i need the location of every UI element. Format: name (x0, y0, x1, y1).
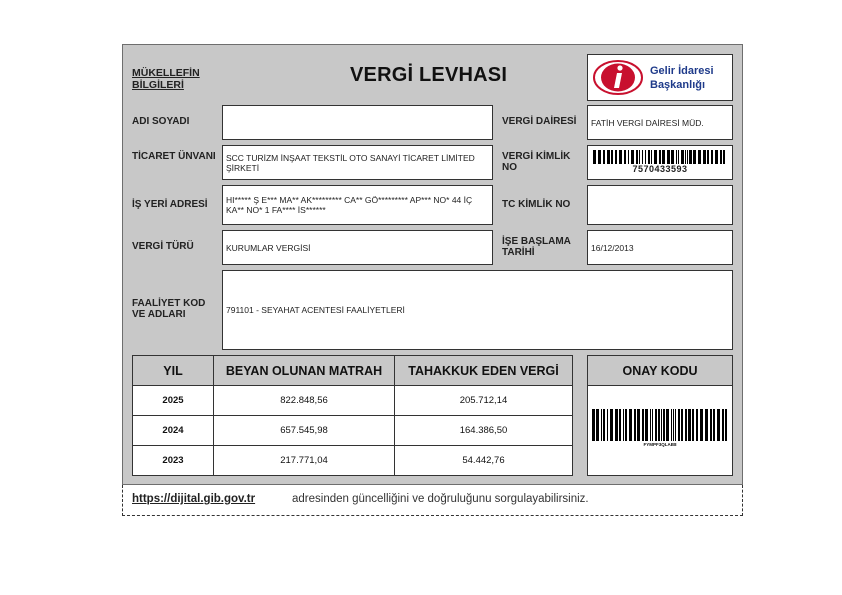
barcode-bar (598, 150, 601, 164)
vergi-cell: 164.386,50 (395, 416, 573, 446)
barcode-bar (625, 409, 627, 441)
ticaret-unvani-value: SCC TURİZM İNŞAAT TEKSTİL OTO SANAYİ TİCARET LİMİTED ŞİRKETİ (222, 145, 493, 180)
barcode-bar (628, 150, 629, 164)
barcode-bar (725, 409, 727, 441)
barcode-bar (637, 409, 640, 441)
barcode-bar (671, 150, 674, 164)
barcode-bar (636, 150, 638, 164)
barcode-bar (596, 409, 599, 441)
table-row (133, 386, 573, 416)
barcode-bar (723, 150, 725, 164)
barcode-bar (654, 150, 657, 164)
barcode-bar (678, 409, 680, 441)
barcode-bar (603, 150, 605, 164)
barcode-bar (666, 409, 669, 441)
vergi-dairesi-value: FATİH VERGİ DAİRESİ MÜD. (587, 105, 733, 140)
barcode-bar (685, 409, 687, 441)
vergi-dairesi-label: VERGİ DAİRESİ (502, 116, 577, 127)
tc-kimlik-no-label: TC KİMLİK NO (502, 199, 571, 210)
matrah-cell: 217.771,04 (214, 446, 395, 476)
barcode-bar (675, 409, 676, 441)
faaliyet-label: FAALİYET KOD VE ADLARI (132, 298, 206, 320)
vergi-cell: 205.712,14 (395, 386, 573, 416)
vkn-barcode (593, 150, 727, 164)
tax-history-table (132, 355, 573, 476)
barcode-bar (659, 150, 661, 164)
gib-emblem-icon (592, 59, 644, 96)
barcode-bar (623, 409, 624, 441)
barcode-bar (619, 150, 622, 164)
vergi-kimlik-no-label: VERGİ KİMLİK NO (502, 151, 571, 173)
barcode-bar (711, 150, 713, 164)
onay-barcode (592, 409, 728, 441)
barcode-bar (663, 409, 665, 441)
barcode-bar (713, 409, 715, 441)
verification-text: adresinden güncelliğini ve doğruluğunu sorgulayabilirsiniz. (292, 493, 589, 505)
barcode-bar (603, 409, 605, 441)
barcode-bar (717, 409, 720, 441)
barcode-bar (607, 409, 608, 441)
barcode-bar (634, 409, 636, 441)
is-yeri-adresi-label: İŞ YERİ ADRESİ (132, 199, 208, 210)
barcode-bar (593, 150, 596, 164)
page-title: VERGİ LEVHASI (350, 64, 508, 86)
barcode-bar (611, 150, 613, 164)
barcode-bar (707, 150, 709, 164)
barcode-bar (662, 150, 665, 164)
taxpayer-info-heading: MÜKELLEFİN BİLGİLERİ (132, 67, 200, 91)
faaliyet-value: 791101 - SEYAHAT ACENTESİ FAALİYETLERİ (222, 270, 733, 350)
barcode-bar (642, 409, 644, 441)
adi-soyadi-label: ADI SOYADI (132, 116, 190, 127)
matrah-cell: 822.848,56 (214, 386, 395, 416)
barcode-bar (685, 150, 686, 164)
ise-baslama-tarihi-value: 16/12/2013 (587, 230, 733, 265)
barcode-bar (673, 409, 674, 441)
barcode-bar (703, 150, 706, 164)
barcode-bar (693, 150, 696, 164)
onay-kodu-box (587, 355, 733, 476)
barcode-bar (681, 409, 683, 441)
matrah-cell: 657.545,98 (214, 416, 395, 446)
barcode-bar (678, 150, 679, 164)
barcode-bar (667, 150, 670, 164)
gib-link[interactable]: https://dijital.gib.gov.tr (132, 493, 256, 505)
header-vergi: TAHAKKUK EDEN VERGİ (395, 356, 573, 386)
vergi-turu-label: VERGİ TÜRÜ (132, 241, 194, 252)
year-cell: 2024 (133, 416, 214, 446)
year-cell: 2023 (133, 446, 214, 476)
barcode-bar (615, 150, 617, 164)
barcode-bar (619, 409, 621, 441)
tc-kimlik-no-value (587, 185, 733, 225)
barcode-bar (615, 409, 618, 441)
barcode-bar (592, 409, 595, 441)
barcode-bar (658, 409, 660, 441)
header-matrah: BEYAN OLUNAN MATRAH (214, 356, 395, 386)
barcode-bar (671, 409, 672, 441)
gib-logo (587, 54, 733, 101)
gib-logo-text: Gelir İdaresi Başkanlığı (650, 65, 714, 91)
barcode-bar (629, 409, 632, 441)
barcode-bar (705, 409, 708, 441)
barcode-bar (607, 150, 610, 164)
barcode-bar (648, 150, 650, 164)
barcode-bar (700, 409, 703, 441)
barcode-bar (715, 150, 718, 164)
vergi-cell: 54.442,76 (395, 446, 573, 476)
barcode-bar (655, 409, 657, 441)
barcode-bar (710, 409, 712, 441)
ise-baslama-tarihi-label: İŞE BAŞLAMA TARİHİ (502, 236, 571, 258)
header-year: YIL (133, 356, 214, 386)
vergi-kimlik-no-box (587, 145, 733, 180)
barcode-bar (642, 150, 643, 164)
barcode-bar (692, 409, 694, 441)
is-yeri-adresi-value: HI***** Ş E*** MA** AK********* CA** GÖ********* AP*** NO* 44 İÇ KA** NO* 1 FA**** İS****** (222, 185, 493, 225)
barcode-bar (601, 409, 602, 441)
barcode-bar (696, 409, 698, 441)
table-row (133, 446, 573, 476)
barcode-bar (631, 150, 634, 164)
barcode-bar (676, 150, 677, 164)
vergi-kimlik-no-value: 7570433593 (632, 164, 688, 174)
ticaret-unvani-label: TİCARET ÜNVANI (132, 151, 216, 162)
barcode-bar (639, 150, 640, 164)
barcode-bar (720, 150, 722, 164)
table-row (133, 416, 573, 446)
barcode-bar (698, 150, 701, 164)
barcode-bar (645, 150, 646, 164)
adi-soyadi-value (222, 105, 493, 140)
barcode-bar (624, 150, 626, 164)
year-cell: 2025 (133, 386, 214, 416)
barcode-bar (722, 409, 724, 441)
vergi-turu-value: KURUMLAR VERGİSİ (222, 230, 493, 265)
onay-kodu-label: ONAY KODU (588, 356, 732, 386)
barcode-bar (645, 409, 648, 441)
barcode-bar (687, 150, 688, 164)
barcode-bar (610, 409, 613, 441)
table-header-row (133, 356, 573, 386)
barcode-bar (661, 409, 662, 441)
barcode-bar (688, 409, 691, 441)
barcode-bar (681, 150, 684, 164)
barcode-bar (652, 409, 653, 441)
barcode-bar (651, 150, 652, 164)
barcode-bar (650, 409, 651, 441)
barcode-bar (689, 150, 692, 164)
onay-kodu-value: FYMPF3QLAB8 (643, 442, 677, 447)
